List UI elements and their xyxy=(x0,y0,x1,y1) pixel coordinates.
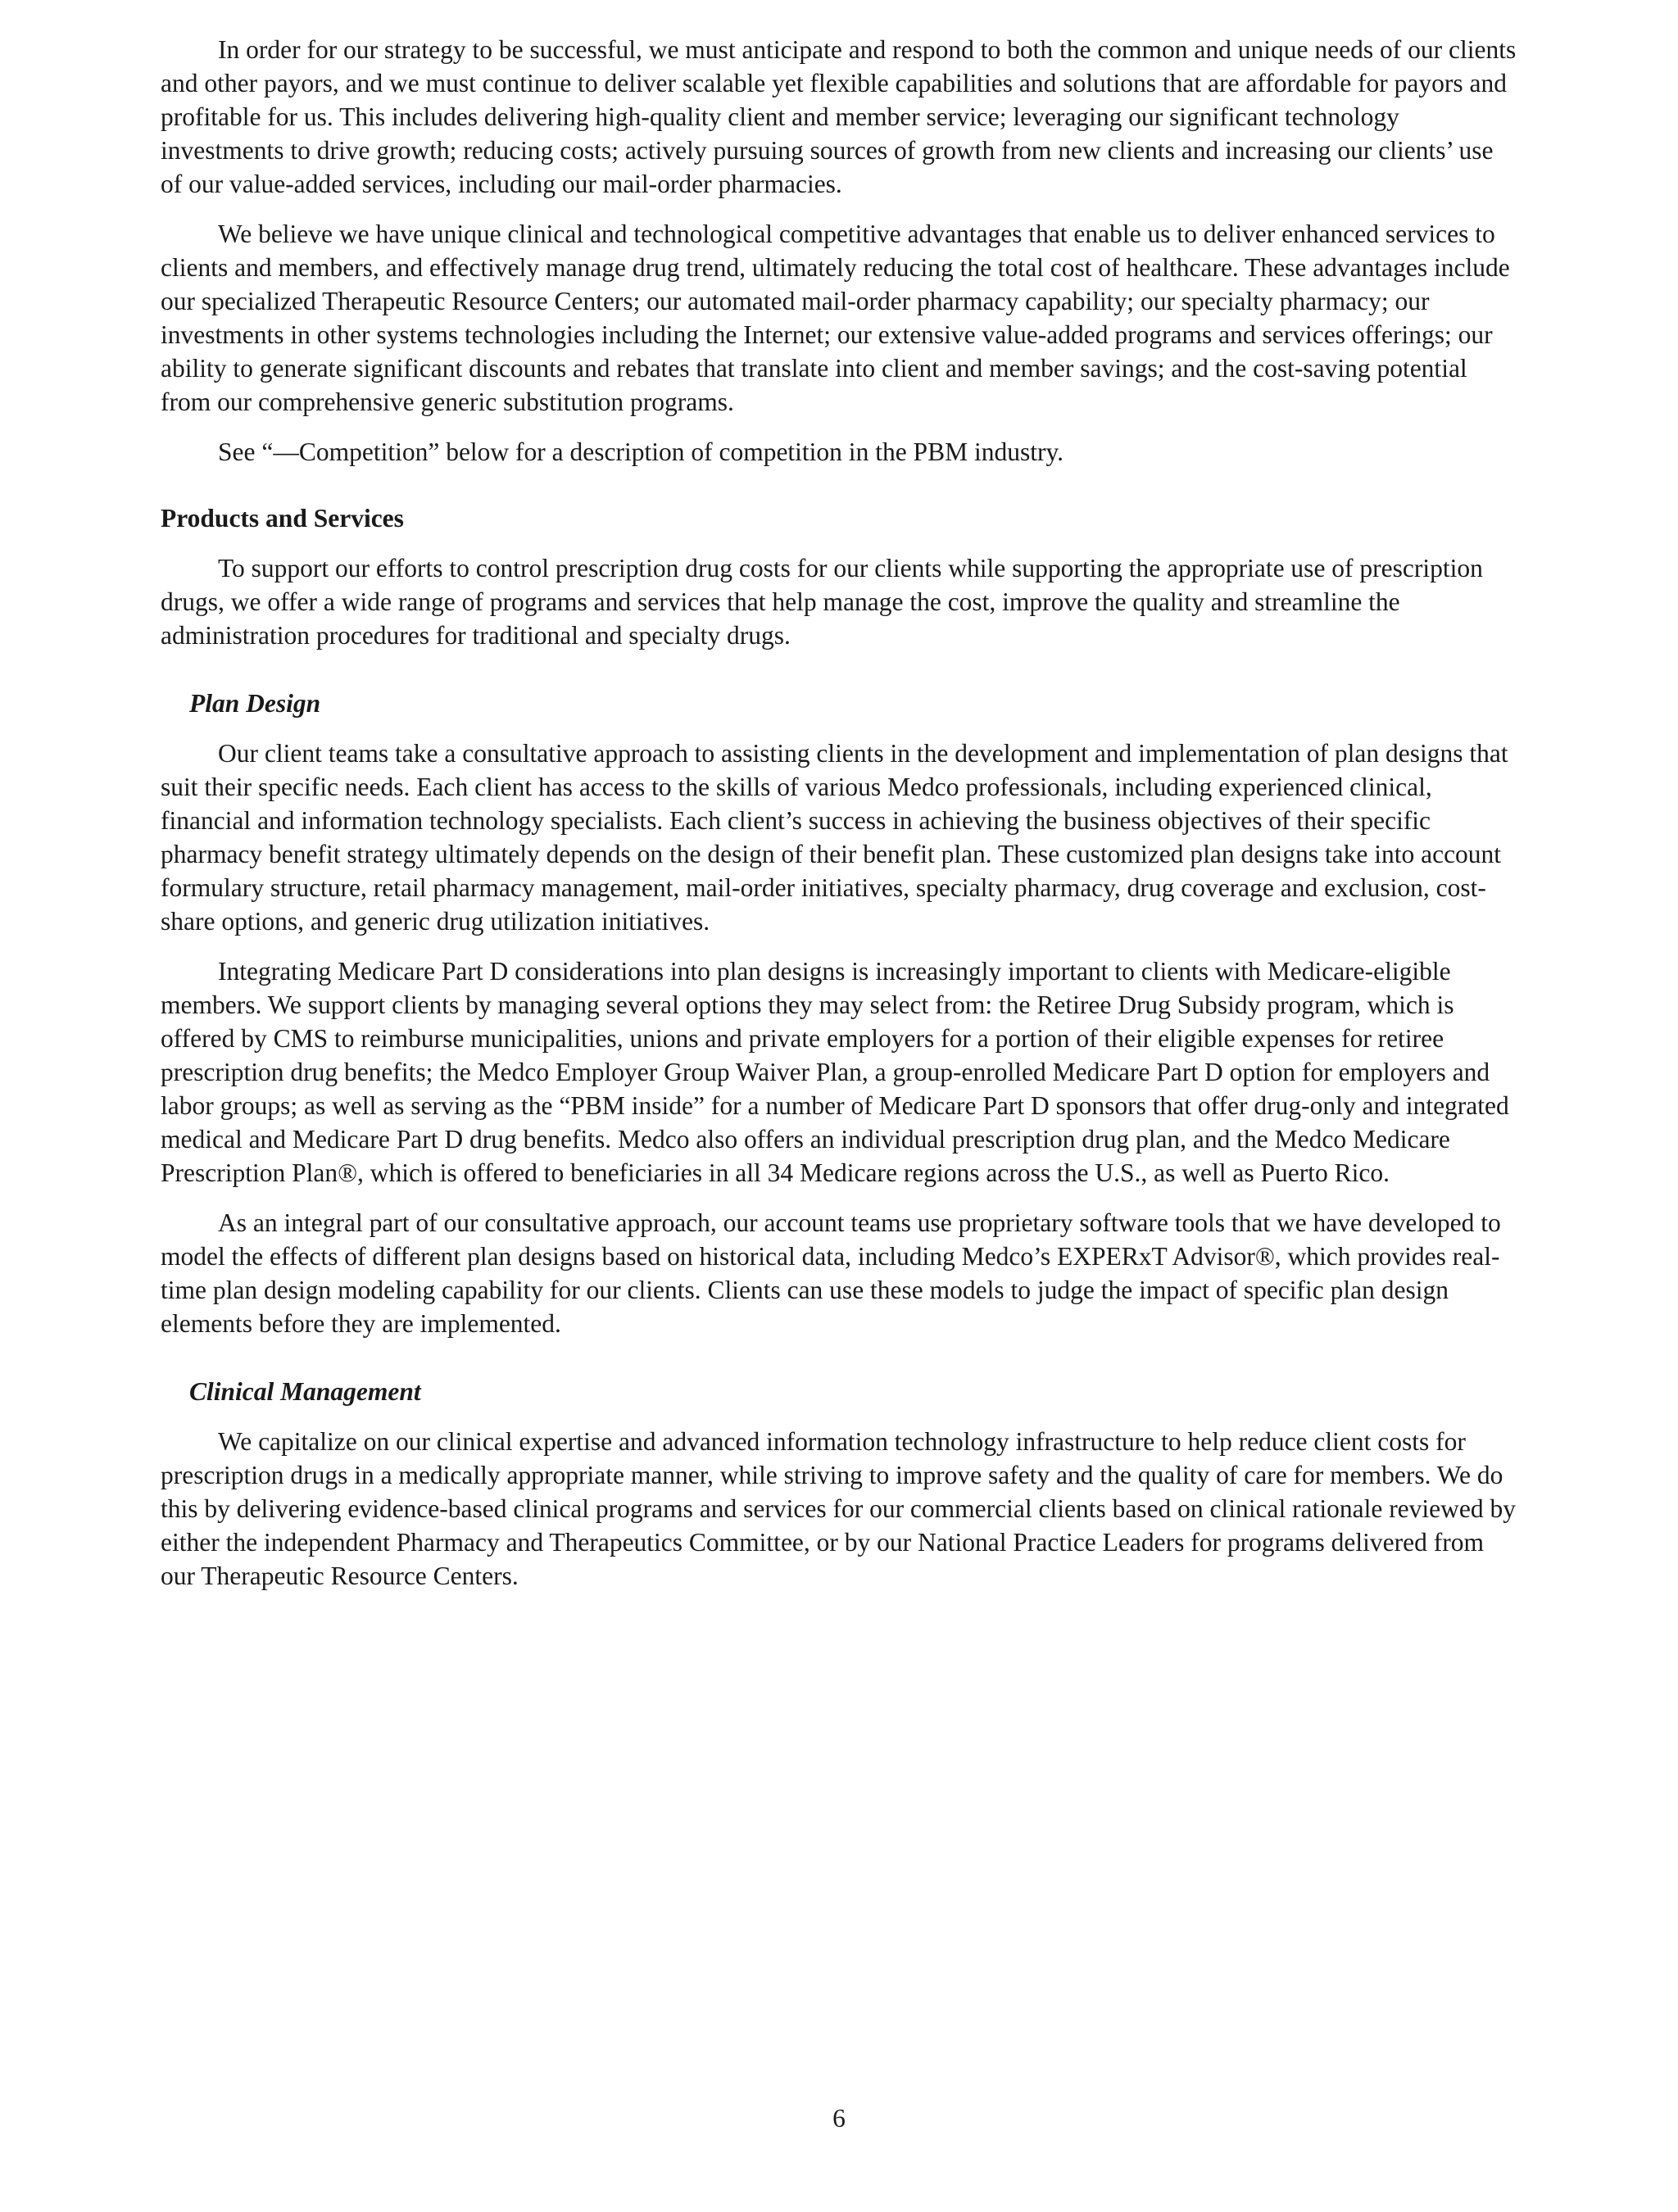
heading-products-and-services: Products and Services xyxy=(161,504,404,533)
paragraph-competition-reference: See “—Competition” below for a description of competition in the PBM industry. xyxy=(218,437,1064,466)
paragraph-plan-design-medicare: Integrating Medicare Part D considerations into plan designs is increasingly important to clients with Medicare-eligible members. We support clients by managing several options they may select from: the Retiree Drug Subsidy program, which is offered by CMS to reimburse municipalities, unions and private employers for a portion of their eligible expenses for retiree prescription drug benefits; the Medco Employer Group Waiver Plan, a group-enrolled Medicare Part D option for employers and labor groups; as well as serving as the “PBM inside” for a number of Medicare Part D sponsors that offer drug-only and integrated medical and Medicare Part D drug benefits. Medco also offers an individual prescription drug plan, and the Medco Medicare Prescription Plan®, which is offered to beneficiaries in all 34 Medicare regions across the U.S., as well as Puerto Rico. xyxy=(161,957,1509,1187)
paragraph-plan-design-software-tools: As an integral part of our consultative approach, our account teams use proprietary software tools that we have developed to model the effects of different plan designs based on historical data, including Medco’s EXPERxT Advisor®, which provides real-time plan design modeling capability for our clients. Clients can use these models to judge the impact of specific plan design elements before they are implemented. xyxy=(161,1208,1501,1338)
paragraph-strategy: In order for our strategy to be successful, we must anticipate and respond to both the common and unique needs of our clients and other payors, and we must continue to deliver scalable yet flexible capabilities and solutions that are affordable for payors and profitable for us. This includes delivering high-quality client and member service; leveraging our significant technology investments to drive growth; reducing costs; actively pursuing sources of growth from new clients and increasing our clients’ use of our value-added services, including our mail-order pharmacies. xyxy=(161,35,1517,198)
heading-clinical-management: Clinical Management xyxy=(189,1377,421,1406)
heading-plan-design: Plan Design xyxy=(189,689,321,718)
paragraph-plan-design-client-teams: Our client teams take a consultative approach to assisting clients in the development and implementation of plan designs that suit their specific needs. Each client has access to the skills of various Medco professionals, including experienced clinical, financial and information technology specialists. Each client’s success in achieving the business objectives of their specific pharmacy benefit strategy ultimately depends on the design of their benefit plan. These customized plan designs take into account formulary structure, retail pharmacy management, mail-order initiatives, specialty pharmacy, drug coverage and exclusion, cost-share options, and generic drug utilization initiatives. xyxy=(161,739,1508,936)
document-page xyxy=(161,33,1521,1609)
paragraph-competitive-advantages: We believe we have unique clinical and technological competitive advantages that enable us to deliver enhanced services to clients and members, and effectively manage drug trend, ultimately reducing the total cost of healthcare. These advantages include our specialized Therapeutic Resource Centers; our automated mail-order pharmacy capability; our specialty pharmacy; our investments in other systems technologies including the Internet; our extensive value-added programs and services offerings; our ability to generate significant discounts and rebates that translate into client and member savings; and the cost-saving potential from our comprehensive generic substitution programs. xyxy=(161,220,1510,416)
paragraph-clinical-management: We capitalize on our clinical expertise and advanced information technology infrastructure to help reduce client costs for prescription drugs in a medically appropriate manner, while striving to improve safety and the quality of care for members. We do this by delivering evidence-based clinical programs and services for our commercial clients based on clinical rationale reviewed by either the independent Pharmacy and Therapeutics Committee, or by our National Practice Leaders for programs delivered from our Therapeutic Resource Centers. xyxy=(161,1427,1516,1590)
page-number: 6 xyxy=(832,2104,846,2133)
paragraph-products-and-services: To support our efforts to control prescription drug costs for our clients while supporting the appropriate use of prescription drugs, we offer a wide range of programs and services that help manage the cost, improve the quality and streamline the administration procedures for traditional and specialty drugs. xyxy=(161,554,1483,650)
